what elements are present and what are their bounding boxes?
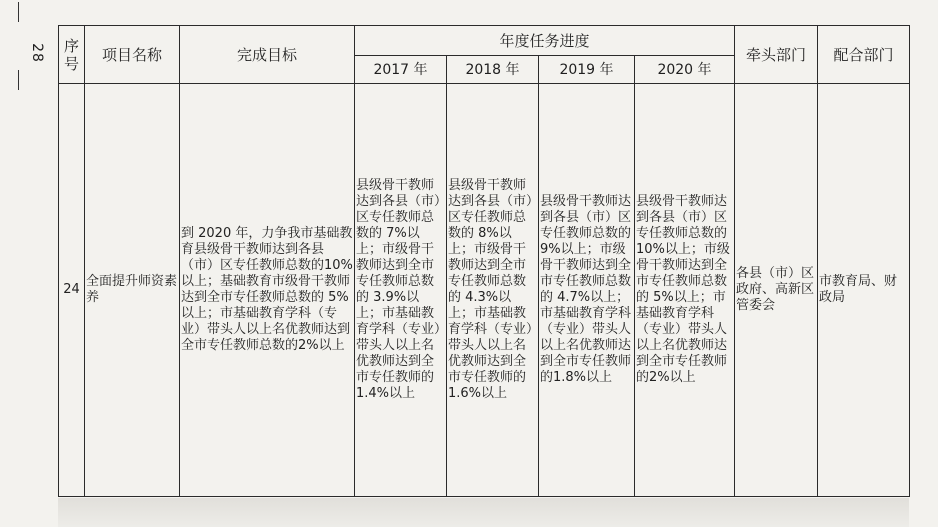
row-target-text: 到 2020 年，力争我市基础教育县级骨干教师达到各县（市）区专任教师总数的10%以上；基础教育市级骨干教师达到全市专任教师总数的 5%以上；市基础教育学科（专业）带头人以上名优教师达到全市专任教师总数的2%以上 [181,226,353,353]
row-2020-text: 县级骨干教师达到各县（市）区专任教师总数的 10%以上；市级骨干教师达到全市专任教师总数的 5%以上；市基础教育学科（专业）带头人以上名优教师达到全市专任教师的2%以上 [636,194,730,385]
row-coop-dept [818,84,910,497]
header-coop-dept: 配合部门 [818,26,910,84]
row-seq [59,84,85,497]
header-lead-dept: 牵头部门 [735,26,818,84]
row-2019 [539,84,635,497]
header-progress-group: 年度任务进度 [355,26,735,56]
row-2017-text: 县级骨干教师达到各县（市）区专任教师总数的 7%以上；市级骨干教师达到全市专任教师总数的 3.9%以上；市基础教育学科（专业）带头人以上名优教师达到全市专任教师的 1.4%以上 [356,178,441,401]
row-lead-dept [735,84,818,497]
row-coop-dept-text: 市教育局、财政局 [819,274,898,305]
bottom-bleed-strip [58,498,909,527]
row-2017 [355,84,447,497]
row-project [85,84,180,497]
task-table-wrapper [58,25,909,497]
row-2018-text: 县级骨干教师达到各县（市）区专任教师总数的 8%以上；市级骨干教师达到全市专任教师总数的 4.3%以上；市基础教育学科（专业）带头人以上名优教师达到全市专任教师的 1.6%以上 [448,178,533,401]
page-number-rule-top [18,2,19,22]
row-2019-text: 县级骨干教师达到各县（市）区专任教师总数的9%以上；市级骨干教师达到全市专任教师总数的 4.7%以上；市基础教育学科（专业）带头人以上名优教师达到全市专任教师的1.8%以上 [540,194,632,385]
header-target: 完成目标 [180,26,355,84]
header-project: 项目名称 [85,26,180,84]
row-lead-dept-text: 各县（市）区政府、高新区管委会 [736,266,815,313]
page-number: 28 [29,43,45,63]
header-year-2017: 2017 年 [355,56,447,84]
header-year-2018: 2018 年 [447,56,539,84]
header-year-2019: 2019 年 [539,56,635,84]
header-year-2020: 2020 年 [635,56,735,84]
page-number-rule-bottom [18,70,19,90]
row-project-text: 全面提升师资素养 [86,274,178,305]
row-target [180,84,355,497]
row-2018 [447,84,539,497]
row-seq-text: 24 [63,282,80,297]
header-seq: 序号 [59,26,85,84]
row-2020 [635,84,735,497]
table-row [59,84,910,497]
task-table [58,25,910,497]
